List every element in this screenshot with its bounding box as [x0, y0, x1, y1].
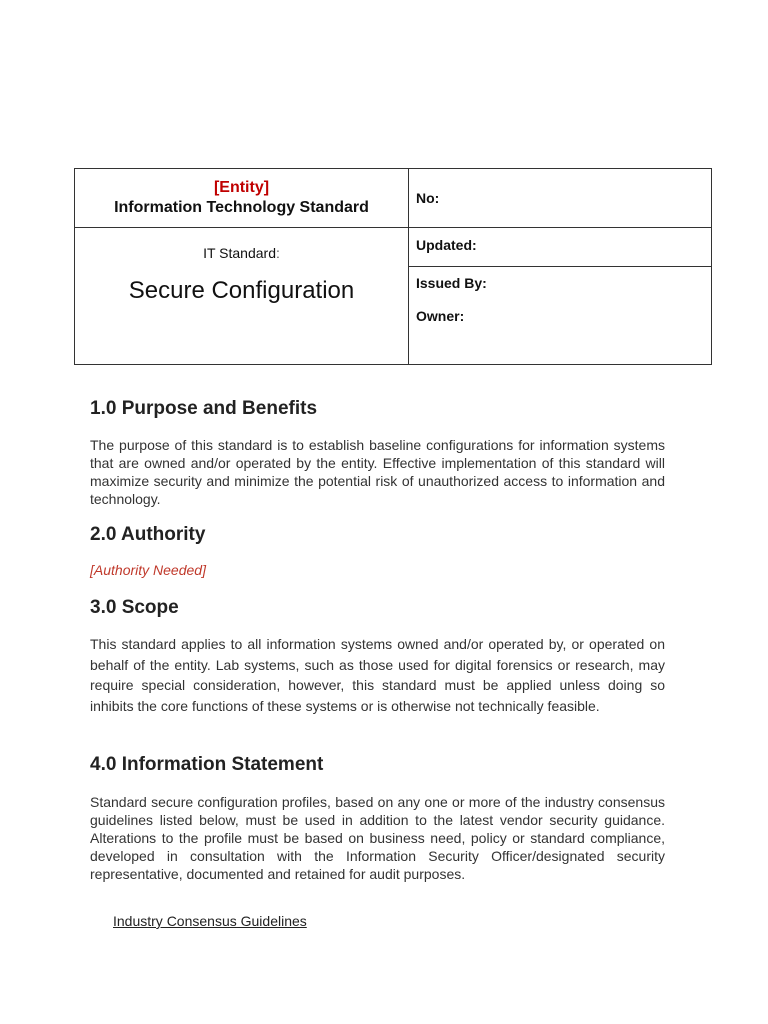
updated-cell	[409, 228, 712, 267]
issued-by-label: Issued By:	[416, 275, 487, 291]
industry-consensus-guidelines-link[interactable]: Industry Consensus Guidelines	[113, 913, 307, 929]
updated-label: Updated:	[416, 237, 477, 253]
it-standard-label: IT Standard	[203, 245, 276, 261]
purpose-heading: 1.0 Purpose and Benefits	[90, 398, 318, 419]
authority-placeholder: [Authority Needed]	[90, 562, 206, 578]
number-cell	[409, 169, 712, 228]
document-type-title: Information Technology Standard	[114, 199, 369, 216]
owner-label: Owner:	[416, 308, 465, 324]
standard-name-cell	[75, 228, 409, 365]
header-table	[74, 168, 712, 365]
information-statement-paragraph: Standard secure configuration profiles, based on any one or more of the industry consensus guidelines listed below, must be used in addition to the latest vendor security guidance. Alterations to the profile must be based on business need, policy or standard compliance, developed in consultation with the Information Security Officer/designated security representative, documented and retained for audit purposes.	[90, 794, 665, 882]
entity-placeholder: [Entity]	[213, 179, 270, 196]
information-statement-heading: 4.0 Information Statement	[90, 754, 324, 775]
scope-heading: 3.0 Scope	[90, 597, 179, 618]
it-standard-label-wrap	[75, 245, 408, 261]
it-standard-colon: :	[276, 245, 280, 261]
number-label: No:	[416, 190, 440, 206]
issued-owner-cell	[409, 267, 712, 365]
standard-name: Secure Configuration	[128, 277, 355, 304]
authority-heading: 2.0 Authority	[90, 524, 206, 545]
scope-paragraph: This standard applies to all information systems owned and/or operated by, or operated on behalf of the entity. Lab systems, such as those used for digital forensics or research, may require special consideration, however, this standard must be applied unless doing so inhibits the core functions of these systems or is otherwise not technically feasible.	[90, 636, 665, 714]
purpose-paragraph: The purpose of this standard is to establish baseline configurations for information systems that are owned and/or operated by the entity. Effective implementation of this standard will maximize security and minimize the potential risk of unauthorized access to information and technology.	[90, 437, 665, 507]
header-title-cell	[75, 169, 409, 228]
